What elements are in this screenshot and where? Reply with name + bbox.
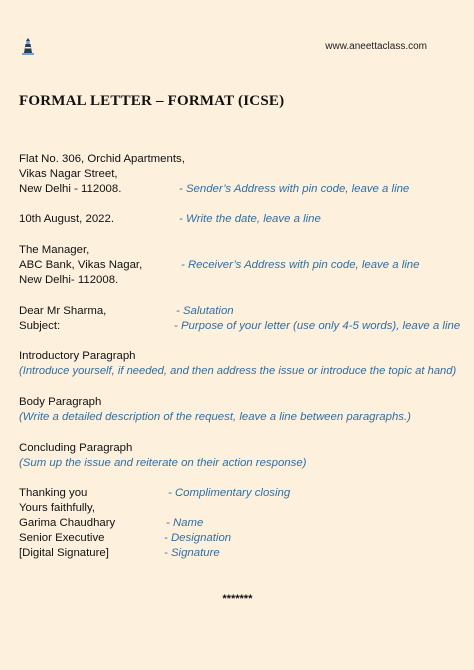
receiver-address-line-1: The Manager,: [19, 244, 90, 256]
date-note: - Write the date, leave a line: [179, 213, 321, 225]
date-text: 10th August, 2022.: [19, 213, 115, 225]
sender-address-line-1: Flat No. 306, Orchid Apartments,: [19, 153, 185, 165]
lighthouse-icon: [20, 37, 36, 57]
website-url: www.aneettaclass.com: [325, 41, 427, 52]
sender-address-note: - Sender’s Address with pin code, leave a line: [179, 183, 410, 195]
intro-paragraph-note: (Introduce yourself, if needed, and then address the issue or introduce the topic at hand): [19, 365, 457, 377]
receiver-address-line-2: ABC Bank, Vikas Nagar,: [19, 259, 143, 271]
page-title: FORMAL LETTER – FORMAT (ICSE): [19, 93, 285, 109]
signature-placeholder: [Digital Signature]: [19, 547, 109, 559]
salutation-text: Dear Mr Sharma,: [19, 305, 107, 317]
sender-address-line-2: Vikas Nagar Street,: [19, 168, 118, 180]
body-paragraph-note: (Write a detailed description of the request, leave a line between paragraphs.): [19, 411, 411, 423]
end-marker: *******: [222, 593, 252, 605]
sender-address-line-3: New Delhi - 112008.: [19, 183, 122, 195]
subject-label: Subject:: [19, 320, 61, 332]
closing-text: Thanking you: [19, 487, 88, 499]
signer-name: Garima Chaudhary: [19, 517, 116, 529]
signer-name-note: - Name: [166, 517, 204, 529]
concluding-paragraph-heading: Concluding Paragraph: [19, 442, 133, 454]
signature-note: - Signature: [164, 547, 220, 559]
salutation-note: - Salutation: [176, 305, 234, 317]
subject-note: - Purpose of your letter (use only 4-5 words), leave a line: [174, 320, 461, 332]
receiver-address-note: - Receiver’s Address with pin code, leave a line: [181, 259, 420, 271]
signer-designation: Senior Executive: [19, 532, 105, 544]
intro-paragraph-heading: Introductory Paragraph: [19, 350, 136, 362]
signer-designation-note: - Designation: [164, 532, 232, 544]
concluding-paragraph-note: (Sum up the issue and reiterate on their action response): [19, 457, 307, 469]
closing-note: - Complimentary closing: [168, 487, 291, 499]
body-paragraph-heading: Body Paragraph: [19, 396, 102, 408]
receiver-address-line-3: New Delhi- 112008.: [19, 274, 119, 286]
yours-faithfully-text: Yours faithfully,: [19, 502, 95, 514]
